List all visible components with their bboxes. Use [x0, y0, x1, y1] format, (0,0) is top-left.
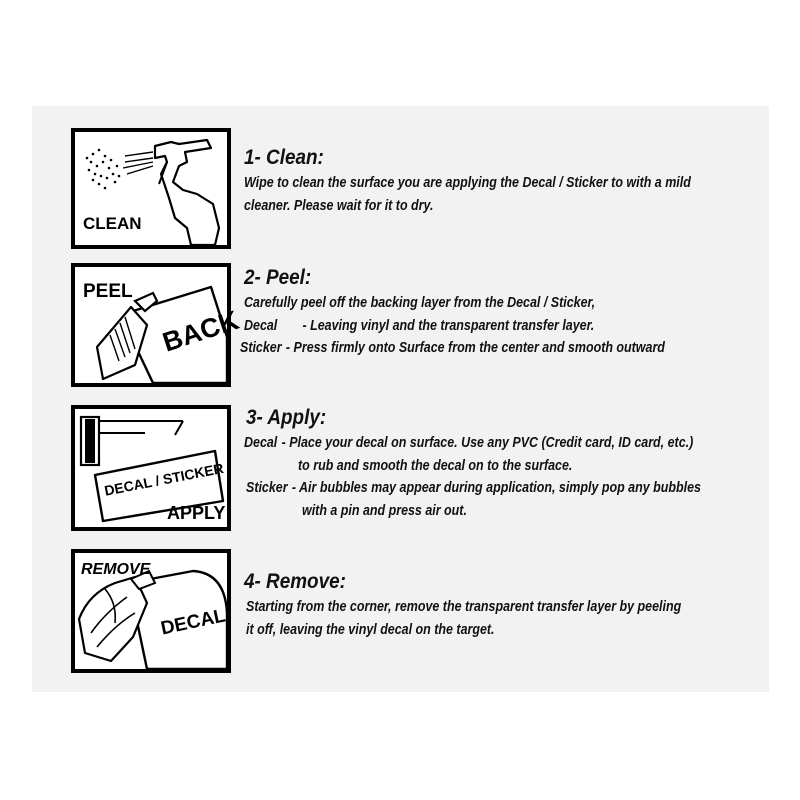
item-continuation: with a pin and press air out. — [302, 502, 467, 519]
step-item-sticker — [246, 477, 701, 500]
back-icon-label: BACK — [159, 304, 243, 358]
step-remove — [244, 570, 752, 641]
remove-panel — [71, 549, 231, 673]
clean-panel — [71, 128, 231, 249]
item-text: - Press firmly onto Surface from the center and smooth outward — [285, 340, 665, 356]
clean-icon-label: CLEAN — [83, 214, 142, 233]
peel-panel — [71, 263, 243, 387]
step-title: 1- Clean: — [244, 146, 324, 169]
step-text-line: Carefully peel off the backing layer from the Decal / Sticker, — [244, 295, 596, 311]
decal-icon-label: DECAL — [159, 605, 228, 640]
apply-panel — [71, 405, 231, 531]
item-text: - Leaving vinyl and the transparent transfer layer. — [302, 317, 595, 334]
step-text-line: Starting from the corner, remove the transparent transfer layer by peeling — [246, 599, 682, 615]
item-label: Decal — [244, 435, 278, 451]
item-label: Decal — [244, 317, 278, 334]
step-text-line: Wipe to clean the surface you are applying the Decal / Sticker to with a mild — [244, 175, 691, 191]
step-peel — [240, 266, 734, 360]
step-title: 3- Apply: — [246, 406, 327, 429]
step-apply — [244, 406, 775, 522]
apply-icon-label: APPLY — [167, 503, 226, 523]
item-continuation: to rub and smooth the decal on to the surface. — [298, 457, 573, 474]
step-title: 2- Peel: — [244, 266, 312, 289]
item-text: - Air bubbles may appear during application, simply pop any bubbles — [291, 480, 701, 496]
step-item-decal — [244, 432, 701, 455]
peel-icon-label: PEEL — [83, 281, 133, 302]
step-text-line: it off, leaving the vinyl decal on the target. — [246, 621, 495, 638]
item-label: Sticker — [246, 480, 288, 496]
step-text-line: cleaner. Please wait for it to dry. — [244, 197, 434, 214]
item-label: Sticker — [240, 340, 282, 356]
step-item-sticker — [240, 337, 665, 360]
remove-icon-label: REMOVE — [81, 561, 151, 578]
step-clean — [244, 146, 764, 217]
decal-sticker-icon-label: DECAL / STICKER — [103, 459, 225, 499]
item-text: - Place your decal on surface. Use any PVC (Credit card, ID card, etc.) — [281, 435, 694, 451]
step-item-decal — [244, 315, 665, 338]
step-title: 4- Remove: — [244, 570, 346, 593]
